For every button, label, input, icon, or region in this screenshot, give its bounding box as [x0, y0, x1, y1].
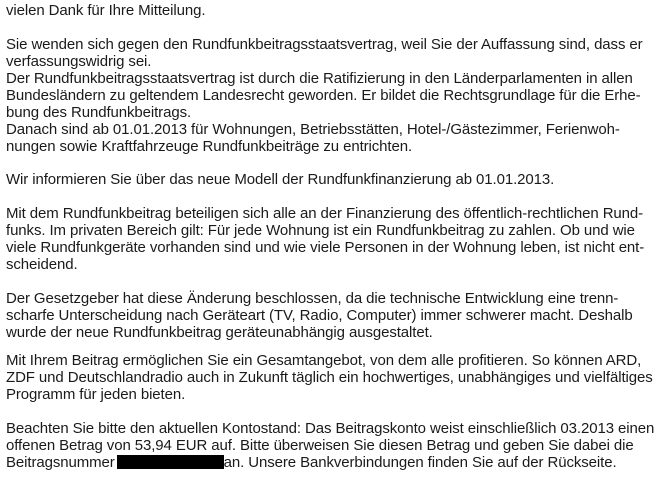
redaction-bar [117, 455, 224, 469]
beitragsnummer-label: Beitragsnummer [6, 454, 115, 471]
paragraph-2-line: Wir informieren Sie über das neue Modell der Rundfunkfinanzierung ab 01.01.2013. [6, 171, 555, 188]
paragraph-6-last-line [6, 454, 617, 472]
letter-body [6, 0, 666, 487]
paragraph-1-line: bung des Rundfunkbeitrags. [6, 104, 192, 121]
paragraph-1-line: Bundesländern zu geltendem Landesrecht geworden. Er bildet die Rechtsgrundlage für die Erhe- [6, 87, 641, 104]
paragraph-1-line: verfassungswidrig sei. [6, 53, 152, 70]
paragraph-1-line: Sie wenden sich gegen den Rundfunkbeitragsstaatsvertrag, weil Sie der Auffassung sind, dass er [6, 36, 643, 53]
paragraph-4-line: wurde der neue Rundfunkbeitrag geräteunabhängig ausgestaltet. [6, 324, 433, 341]
paragraph-6-line: Beachten Sie bitte den aktuellen Kontostand: Das Beitragskonto weist einschließlich 03.2013 einen [6, 420, 655, 437]
paragraph-3-line: scheidend. [6, 256, 78, 273]
paragraph-5-line: Programm für jeden bieten. [6, 386, 186, 403]
paragraph-6-line: offenen Betrag von 53,94 EUR auf. Bitte überweisen Sie diesen Betrag und geben Sie dabei die [6, 437, 634, 454]
paragraph-1-line: Der Rundfunkbeitragsstaatsvertrag ist durch die Ratifizierung in den Länderparlamenten in allen [6, 70, 633, 87]
bank-info-text: an. Unsere Bankverbindungen finden Sie auf der Rückseite. [223, 454, 617, 471]
paragraph-3-line: Mit dem Rundfunkbeitrag beteiligen sich alle an der Finanzierung des öffentlich-rechtlichen Rund- [6, 205, 644, 222]
greeting-line: vielen Dank für Ihre Mitteilung. [6, 2, 206, 19]
paragraph-1-line: nungen sowie Kraftfahrzeuge Rundfunkbeiträge zu entrichten. [6, 138, 413, 155]
paragraph-4-line: scharfe Unterscheidung nach Geräteart (TV, Radio, Computer) immer schwerer macht. Deshalb [6, 307, 633, 324]
paragraph-4-line: Der Gesetzgeber hat diese Änderung beschlossen, da die technische Entwicklung eine trenn- [6, 290, 619, 307]
paragraph-3-line: funks. Im privaten Bereich gilt: Für jede Wohnung ist ein Rundfunkbeitrag zu zahlen. Ob und wie [6, 222, 635, 239]
paragraph-1-line: Danach sind ab 01.01.2013 für Wohnungen, Betriebsstätten, Hotel-/Gästezimmer, Ferienwoh- [6, 121, 620, 138]
paragraph-3-line: viele Rundfunkgeräte vorhanden sind und wie viele Personen in der Wohnung leben, ist nicht ent- [6, 239, 645, 256]
paragraph-5-line: Mit Ihrem Beitrag ermöglichen Sie ein Gesamtangebot, von dem alle profitieren. So können ARD, [6, 352, 642, 369]
paragraph-5-line: ZDF und Deutschlandradio auch in Zukunft täglich ein hochwertiges, unabhängiges und vielfältiges [6, 369, 653, 386]
